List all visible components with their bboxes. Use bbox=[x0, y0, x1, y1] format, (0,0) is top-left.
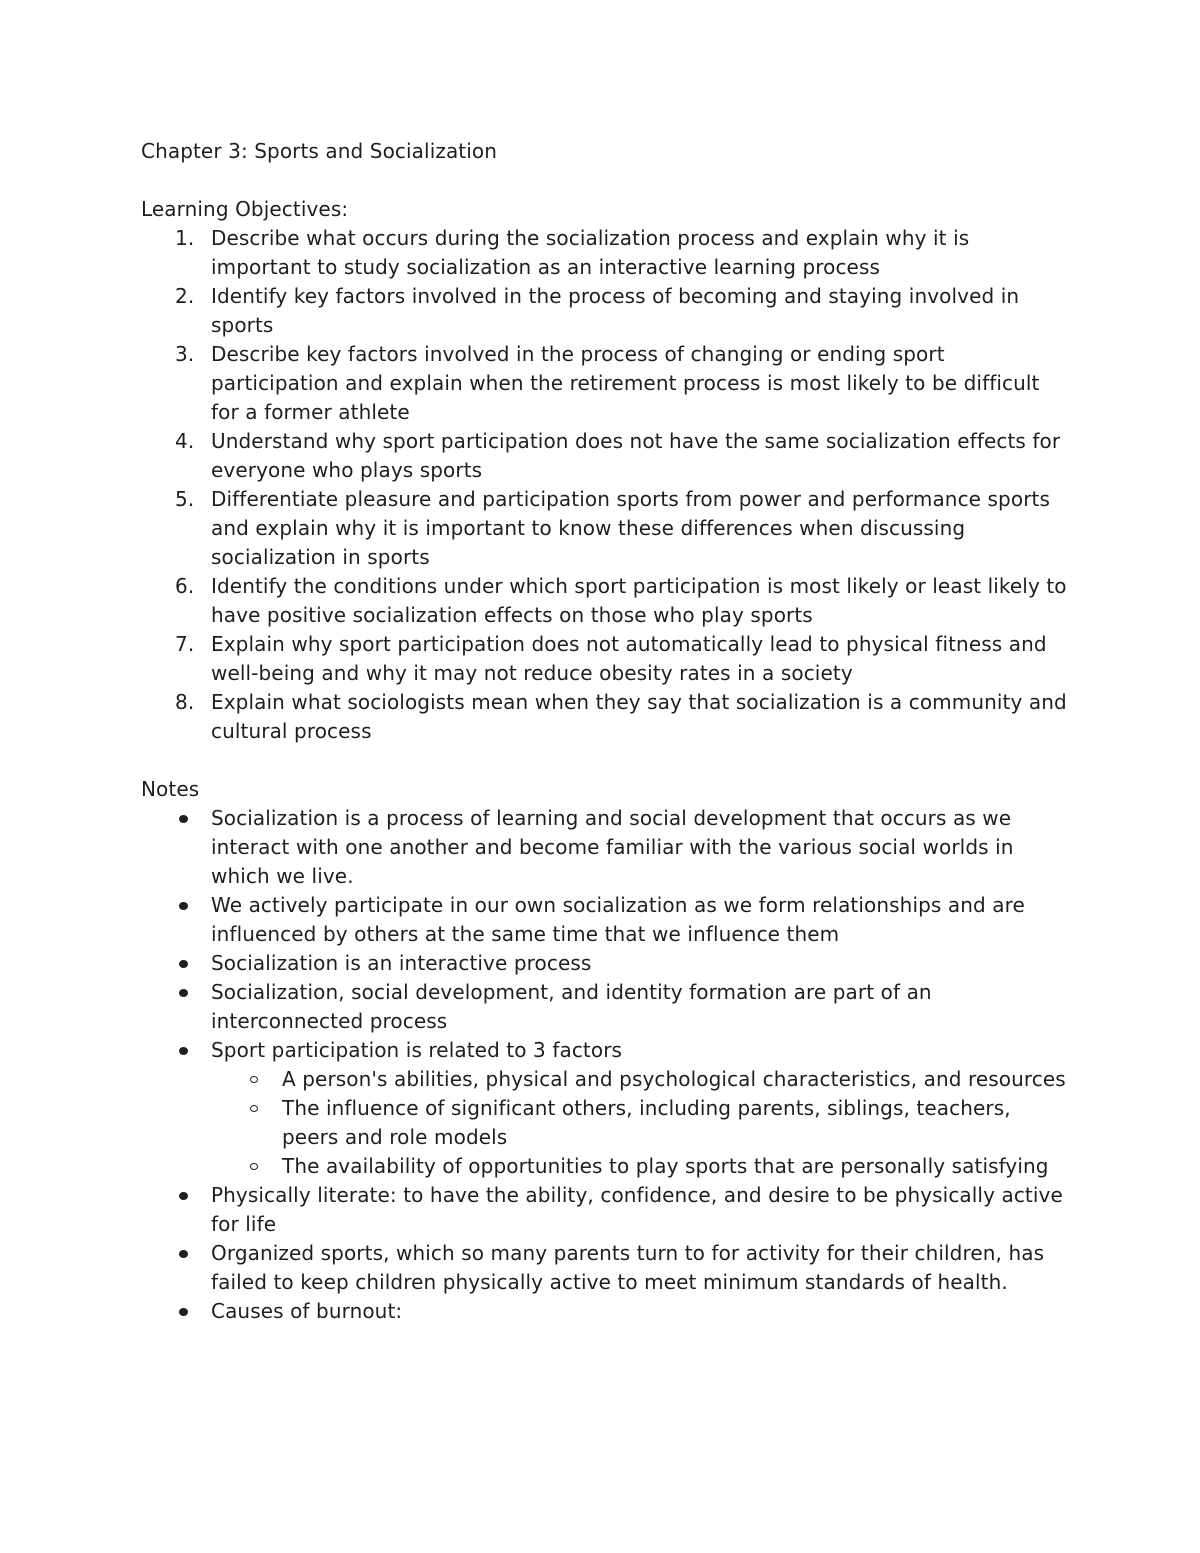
sub-note-item bbox=[211, 1094, 1071, 1152]
note-text: Organized sports, which so many parents turn to for activity for their children, has failed to keep children physically active to meet minimum standards of health. bbox=[211, 1241, 1045, 1294]
objective-item bbox=[141, 427, 1071, 485]
objective-number: 1. bbox=[175, 226, 195, 250]
note-item bbox=[141, 804, 1071, 891]
hollow-bullet-icon bbox=[250, 1105, 258, 1112]
note-item bbox=[141, 1297, 1071, 1326]
hollow-bullet-icon bbox=[250, 1163, 258, 1170]
objective-text: Identify key factors involved in the process of becoming and staying involved in sports bbox=[211, 284, 1020, 337]
note-item bbox=[141, 949, 1071, 978]
objective-number: 3. bbox=[175, 342, 195, 366]
note-text: Socialization is an interactive process bbox=[211, 951, 592, 975]
objective-item bbox=[141, 630, 1071, 688]
note-item bbox=[141, 1181, 1071, 1239]
note-text: Causes of burnout: bbox=[211, 1299, 403, 1323]
bullet-icon bbox=[179, 989, 188, 997]
bullet-icon bbox=[179, 960, 188, 968]
bullet-icon bbox=[179, 815, 188, 823]
objective-text: Describe what occurs during the socialization process and explain why it is important to study socialization as an interactive learning process bbox=[211, 226, 970, 279]
objective-text: Differentiate pleasure and participation sports from power and performance sports and explain why it is important to know these differences when discussing socialization in sports bbox=[211, 487, 1050, 569]
note-text: Physically literate: to have the ability, confidence, and desire to be physically active for life bbox=[211, 1183, 1063, 1236]
bullet-icon bbox=[179, 1308, 188, 1316]
objective-text: Understand why sport participation does not have the same socialization effects for everyone who plays sports bbox=[211, 429, 1061, 482]
bullet-icon bbox=[179, 902, 188, 910]
notes-list bbox=[141, 804, 1071, 1326]
objective-number: 8. bbox=[175, 690, 195, 714]
bullet-icon bbox=[179, 1250, 188, 1258]
bullet-icon bbox=[179, 1047, 188, 1055]
spacer bbox=[141, 166, 1071, 195]
objectives-list bbox=[141, 224, 1071, 746]
objectives-heading: Learning Objectives: bbox=[141, 197, 349, 221]
sub-note-text: The influence of significant others, including parents, siblings, teachers, peers and role models bbox=[282, 1096, 1011, 1149]
objective-item bbox=[141, 485, 1071, 572]
hollow-bullet-icon bbox=[250, 1076, 258, 1083]
objective-number: 5. bbox=[175, 487, 195, 511]
note-text: We actively participate in our own socialization as we form relationships and are influenced by others at the same time that we influence them bbox=[211, 893, 1025, 946]
objective-number: 2. bbox=[175, 284, 195, 308]
spacer bbox=[141, 746, 1071, 775]
objective-text: Explain why sport participation does not automatically lead to physical fitness and well-being and why it may not reduce obesity rates in a society bbox=[211, 632, 1047, 685]
note-text: Socialization is a process of learning and social development that occurs as we interact with one another and become familiar with the various social worlds in which we live. bbox=[211, 806, 1014, 888]
objective-item bbox=[141, 340, 1071, 427]
objective-item bbox=[141, 688, 1071, 746]
bullet-icon bbox=[179, 1192, 188, 1200]
note-item bbox=[141, 1036, 1071, 1181]
document-page bbox=[141, 137, 1071, 1326]
objective-number: 4. bbox=[175, 429, 195, 453]
sub-notes-list bbox=[211, 1065, 1071, 1181]
note-item bbox=[141, 891, 1071, 949]
objective-item bbox=[141, 572, 1071, 630]
objective-text: Explain what sociologists mean when they say that socialization is a community and cultural process bbox=[211, 690, 1067, 743]
sub-note-item bbox=[211, 1065, 1071, 1094]
sub-note-item bbox=[211, 1152, 1071, 1181]
objective-text: Describe key factors involved in the process of changing or ending sport participation and explain when the retirement process is most likely to be difficult for a former athlete bbox=[211, 342, 1040, 424]
objective-number: 7. bbox=[175, 632, 195, 656]
sub-note-text: The availability of opportunities to play sports that are personally satisfying bbox=[282, 1154, 1049, 1178]
sub-note-text: A person's abilities, physical and psychological characteristics, and resources bbox=[282, 1067, 1066, 1091]
objective-item bbox=[141, 282, 1071, 340]
page-title: Chapter 3: Sports and Socialization bbox=[141, 139, 498, 163]
objective-number: 6. bbox=[175, 574, 195, 598]
notes-heading: Notes bbox=[141, 777, 200, 801]
note-text: Sport participation is related to 3 factors bbox=[211, 1038, 623, 1062]
objective-text: Identify the conditions under which sport participation is most likely or least likely to have positive socialization effects on those who play sports bbox=[211, 574, 1067, 627]
objective-item bbox=[141, 224, 1071, 282]
note-item bbox=[141, 978, 1071, 1036]
note-text: Socialization, social development, and identity formation are part of an interconnected process bbox=[211, 980, 932, 1033]
note-item bbox=[141, 1239, 1071, 1297]
